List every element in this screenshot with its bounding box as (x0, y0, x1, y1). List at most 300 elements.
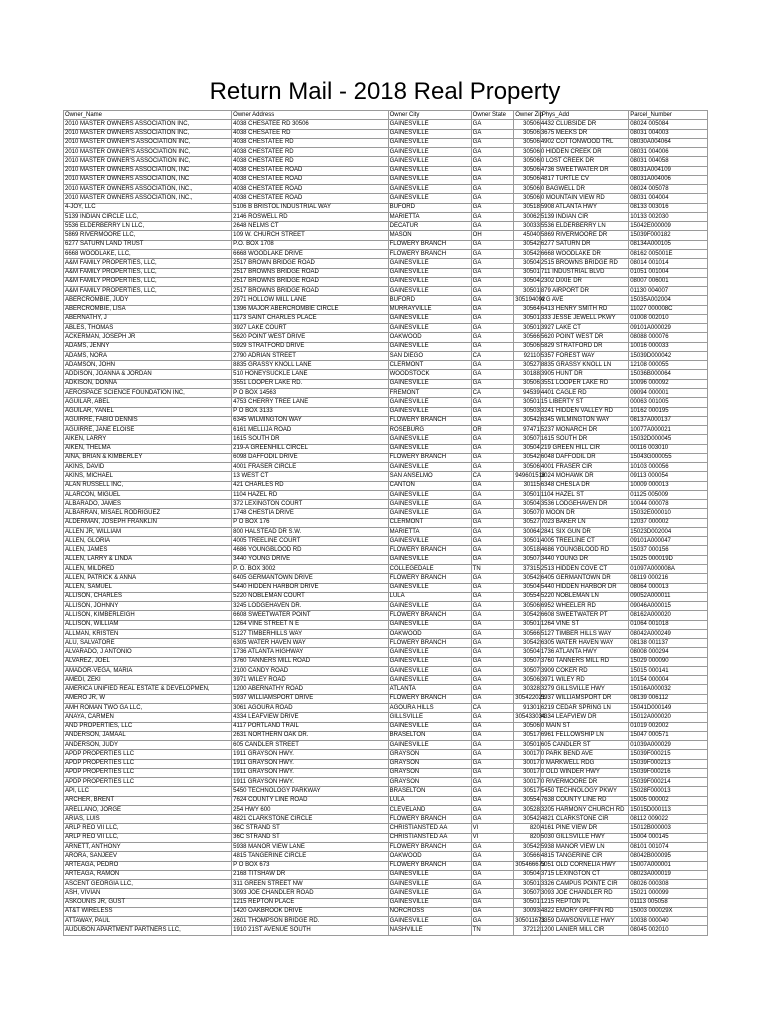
owner-city-cell: CLERMONT (388, 518, 471, 527)
owner-name-cell: 4-JOY, LLC (64, 203, 232, 212)
owner-zip-cell: 30542 (514, 574, 541, 583)
phys-add-cell: 1736 ATLANTA HWY (540, 648, 628, 657)
owner-zip-cell: 30527 (514, 361, 541, 370)
owner-zip-cell: 30566 (514, 852, 541, 861)
owner-city-cell: NORCROSS (388, 907, 471, 916)
owner-address-cell: 4038 CHESTATEE RD (232, 148, 388, 157)
owner-address-cell: P.O. BOX 1708 (232, 240, 388, 249)
owner-state-cell: GA (471, 500, 514, 509)
owner-zip-cell: 30506 (514, 138, 541, 147)
phys-add-cell: 5620 POINT WEST DR (540, 333, 628, 342)
owner-zip-cell: 30542 (514, 416, 541, 425)
owner-zip-cell: 305466673 (514, 861, 541, 870)
owner-state-cell: GA (471, 750, 514, 759)
table-row (64, 342, 708, 351)
parcel-number-cell: 10133 002030 (629, 212, 708, 221)
phys-add-cell: 5357 FOREST WAY (540, 351, 628, 360)
table-row (64, 259, 708, 268)
parcel-number-cell: 01019 002002 (629, 722, 708, 731)
phys-add-cell: 7638 COUNTY LINE RD (540, 796, 628, 805)
owner-name-cell: AMH ROMAN TWO GA LLC, (64, 704, 232, 713)
owner-city-cell: FLOWERY BRANCH (388, 453, 471, 462)
owner-name-cell: AIKEN, THELMA (64, 444, 232, 453)
owner-name-cell: AGUILAR, ABEL (64, 398, 232, 407)
owner-state-cell: GA (471, 333, 514, 342)
owner-state-cell: GA (471, 796, 514, 805)
phys-add-cell: 0 BAGWELL DR (540, 185, 628, 194)
parcel-number-cell: 15032E000010 (629, 509, 708, 518)
owner-name-cell: ARCHER, BRENT (64, 796, 232, 805)
owner-address-cell: 4001 FRASER CIRCLE (232, 463, 388, 472)
owner-zip-cell: 30506 (514, 194, 541, 203)
owner-name-cell: ALLEN, JAMES (64, 546, 232, 555)
owner-state-cell: CA (471, 704, 514, 713)
phys-add-cell: 6668 WOODLAKE DR (540, 249, 628, 258)
owner-name-cell: 2010 MASTER OWNERS ASSOCIATION, INC., (64, 185, 232, 194)
phys-add-cell: 711 INDUSTRIAL BLVD (540, 268, 628, 277)
owner-zip-cell: 30506 (514, 166, 541, 175)
owner-address-cell: 7624 COUNTY LINE ROAD (232, 796, 388, 805)
parcel-number-cell: 15003 000029X (629, 907, 708, 916)
owner-address-cell: 5440 HIDDEN HARBOR DRIVE (232, 583, 388, 592)
table-row (64, 435, 708, 444)
owner-address-cell: 36C STRAND ST (232, 833, 388, 842)
owner-name-cell: ABERCROMBIE, LISA (64, 305, 232, 314)
owner-name-cell: AMERO JR, W (64, 694, 232, 703)
parcel-number-cell: 01039A000029 (629, 741, 708, 750)
phys-add-cell: 1215 REPTON PL (540, 898, 628, 907)
owner-name-cell: AGUILAR, YANEL (64, 407, 232, 416)
owner-state-cell: GA (471, 277, 514, 286)
page-title: Return Mail - 2018 Real Property (209, 78, 561, 105)
owner-name-cell: AGUIRRE, FABIO DENNIS (64, 416, 232, 425)
parcel-number-cell: 15012B000003 (629, 824, 708, 833)
table-row (64, 249, 708, 258)
parcel-number-cell: 08024 005084 (629, 120, 708, 129)
owner-zip-cell: 820 (514, 824, 541, 833)
phys-add-cell: 3971 WILEY RD (540, 676, 628, 685)
table-row (64, 731, 708, 740)
owner-state-cell: GA (471, 768, 514, 777)
parcel-number-cell: 15043G000055 (629, 453, 708, 462)
parcel-number-cell: 15039F000214 (629, 778, 708, 787)
table-row (64, 463, 708, 472)
owner-city-cell: GAINESVILLE (388, 898, 471, 907)
owner-zip-cell: 30501 (514, 490, 541, 499)
owner-zip-cell: 94539 (514, 388, 541, 397)
parcel-number-cell: 08030A004064 (629, 138, 708, 147)
parcel-number-cell: 08026 000308 (629, 880, 708, 889)
owner-name-cell: ABERCROMBIE, JUDY (64, 296, 232, 305)
owner-name-cell: ARIAS, LUIS (64, 815, 232, 824)
phys-add-cell: 3024 MOHAWK DR (540, 472, 628, 481)
owner-address-cell: 4686 YOUNGBLOOD RD (232, 546, 388, 555)
table-row (64, 852, 708, 861)
owner-state-cell: TN (471, 926, 514, 935)
owner-zip-cell: 30506 (514, 129, 541, 138)
owner-name-cell: 2010 MASTER OWNERS ASSOCIATION INC, (64, 129, 232, 138)
parcel-number-cell: 01113 005058 (629, 898, 708, 907)
table-row (64, 833, 708, 842)
table-row (64, 787, 708, 796)
owner-address-cell: 4038 CHESTATEE RD (232, 138, 388, 147)
table-row (64, 639, 708, 648)
table-row (64, 222, 708, 231)
parcel-number-cell: 08137A000137 (629, 416, 708, 425)
owner-city-cell: MURRAYVILLE (388, 305, 471, 314)
owner-address-cell: 3927 LAKE COURT (232, 324, 388, 333)
owner-name-cell: AKINS, DAVID (64, 463, 232, 472)
parcel-number-cell: 12037 000002 (629, 518, 708, 527)
owner-address-cell: 6305 WATER HAVEN WAY (232, 639, 388, 648)
parcel-number-cell: 08007 006001 (629, 277, 708, 286)
owner-state-cell: GA (471, 416, 514, 425)
parcel-number-cell: 10096 000092 (629, 379, 708, 388)
column-header-owner-state: Owner State (471, 111, 514, 120)
column-header-owner-city: Owner City (388, 111, 471, 120)
owner-address-cell: 510 HONEYSUCKLE LANE (232, 370, 388, 379)
owner-address-cell: 6345 WILMINGTON WAY (232, 416, 388, 425)
table-row (64, 277, 708, 286)
owner-city-cell: GAINESVILLE (388, 917, 471, 926)
owner-address-cell: 800 HALSTEAD DR S.W. (232, 527, 388, 536)
owner-city-cell: BRASELTON (388, 787, 471, 796)
owner-city-cell: GAINESVILLE (388, 741, 471, 750)
owner-zip-cell: 97471 (514, 426, 541, 435)
table-row (64, 704, 708, 713)
owner-state-cell: GA (471, 166, 514, 175)
table-row (64, 138, 708, 147)
phys-add-cell: 6305 WATER HAVEN WAY (540, 639, 628, 648)
table-row (64, 120, 708, 129)
parcel-number-cell: 15042E000009 (629, 222, 708, 231)
phys-add-cell: 4815 TANGERINE CIR (540, 852, 628, 861)
owner-city-cell: GAINESVILLE (388, 537, 471, 546)
table-row (64, 518, 708, 527)
table-row (64, 305, 708, 314)
owner-zip-cell: 30506 (514, 602, 541, 611)
owner-state-cell: GA (471, 639, 514, 648)
owner-city-cell: CHRISTIANSTED AA (388, 824, 471, 833)
owner-zip-cell: 820 (514, 833, 541, 842)
table-row (64, 296, 708, 305)
phys-add-cell: 3440 YOUNG DR (540, 555, 628, 564)
owner-city-cell: FLOWERY BRANCH (388, 842, 471, 851)
owner-address-cell: 5929 STRATFORD DRIVE (232, 342, 388, 351)
parcel-number-cell: 15025 000019D (629, 555, 708, 564)
owner-address-cell: 2146 ROSWELL RD (232, 212, 388, 221)
owner-state-cell: GA (471, 157, 514, 166)
owner-zip-cell: 92110 (514, 351, 541, 360)
phys-add-cell: 3927 LAKE CT (540, 324, 628, 333)
phys-add-cell: 6413 HENRY SMITH RD (540, 305, 628, 314)
parcel-number-cell: 10162 000195 (629, 407, 708, 416)
phys-add-cell: 6219 CEDAR SPRING LN (540, 704, 628, 713)
owner-name-cell: AINA, BRIAN & KIMBERLEY (64, 453, 232, 462)
owner-address-cell: 3760 TANNERS MILL ROAD (232, 657, 388, 666)
table-row (64, 175, 708, 184)
owner-city-cell: GRAYSON (388, 759, 471, 768)
owner-address-cell: 6608 SWEETWATER POINT (232, 611, 388, 620)
owner-name-cell: 2010 MASTER OWNERS ASSOCIATION INC, (64, 120, 232, 129)
owner-address-cell: 5938 MANOR VIEW LANE (232, 842, 388, 851)
parcel-number-cell: 15012A000020 (629, 713, 708, 722)
parcel-number-cell: 01130 004007 (629, 287, 708, 296)
owner-address-cell: 2631 NORTHERN OAK DR. (232, 731, 388, 740)
owner-state-cell: GA (471, 555, 514, 564)
owner-address-cell: 1173 SAINT CHARLES PLACE (232, 314, 388, 323)
owner-address-cell: P O BOX 673 (232, 861, 388, 870)
owner-address-cell: P O BOX 3133 (232, 407, 388, 416)
owner-city-cell: GAINESVILLE (388, 722, 471, 731)
phys-add-cell: 3536 LODGEHAVEN DR (540, 500, 628, 509)
owner-city-cell: ROSEBURG (388, 426, 471, 435)
owner-city-cell: GAINESVILLE (388, 138, 471, 147)
owner-name-cell: 2010 MASTER OWNER'S ASSOCIATION INC, (64, 138, 232, 147)
owner-name-cell: ADAMSON, JOHN (64, 361, 232, 370)
table-row (64, 898, 708, 907)
owner-name-cell: ASCENT GEORGIA LLC, (64, 880, 232, 889)
owner-name-cell: ABERNATHY, J (64, 314, 232, 323)
phys-add-cell: 6348 CHESLA DR (540, 481, 628, 490)
owner-city-cell: COLLEGEDALE (388, 565, 471, 574)
parcel-number-cell: 15039F000213 (629, 759, 708, 768)
owner-state-cell: GA (471, 407, 514, 416)
parcel-number-cell: 15035A002004 (629, 296, 708, 305)
owner-city-cell: FLOWERY BRANCH (388, 240, 471, 249)
parcel-number-cell: 09052A000011 (629, 592, 708, 601)
owner-state-cell: GA (471, 249, 514, 258)
table-row (64, 546, 708, 555)
owner-zip-cell: 30501 (514, 880, 541, 889)
owner-name-cell: APDP PROPERTIES LLC (64, 778, 232, 787)
table-row (64, 842, 708, 851)
owner-name-cell: ABLES, THOMAS (64, 324, 232, 333)
phys-add-cell: 0 RIVERMOORE DR (540, 778, 628, 787)
owner-zip-cell: 30507 (514, 889, 541, 898)
parcel-number-cell: 08031 004004 (629, 194, 708, 203)
owner-zip-cell: 30542 (514, 453, 541, 462)
owner-zip-cell: 30506 (514, 342, 541, 351)
owner-name-cell: ALDERMAN, JOSEPH FRANKLIN (64, 518, 232, 527)
owner-name-cell: ADAMS, JENNY (64, 342, 232, 351)
owner-name-cell: ARNETT, ANTHONY (64, 842, 232, 851)
owner-state-cell: GA (471, 592, 514, 601)
owner-state-cell: GA (471, 398, 514, 407)
owner-zip-cell: 305194092 (514, 296, 541, 305)
parcel-number-cell: 15016A000032 (629, 685, 708, 694)
table-row (64, 750, 708, 759)
owner-city-cell: GAINESVILLE (388, 555, 471, 564)
owner-address-cell: 3440 YOUNG DRIVE (232, 555, 388, 564)
phys-add-cell: 4 G AVE (540, 296, 628, 305)
table-row (64, 815, 708, 824)
parcel-number-cell: 15021 000099 (629, 889, 708, 898)
table-row (64, 166, 708, 175)
table-row (64, 240, 708, 249)
table-row (64, 889, 708, 898)
table-row (64, 527, 708, 536)
owner-city-cell: GAINESVILLE (388, 175, 471, 184)
owner-name-cell: APDP PROPERTIES LLC (64, 768, 232, 777)
owner-city-cell: MASON (388, 231, 471, 240)
owner-state-cell: GA (471, 889, 514, 898)
owner-state-cell: TN (471, 565, 514, 574)
parcel-number-cell: 00116 003010 (629, 444, 708, 453)
owner-address-cell: 4038 CHESTATEE ROAD (232, 194, 388, 203)
owner-name-cell: 2010 MASTER OWNER'S ASSOCIATION INC, (64, 148, 232, 157)
table-row (64, 824, 708, 833)
table-row (64, 565, 708, 574)
owner-address-cell: 219-A GREENHILL CIRCEL (232, 444, 388, 453)
owner-city-cell: FREMONT (388, 388, 471, 397)
parcel-number-cell: 15039F000182 (629, 231, 708, 240)
parcel-number-cell: 01125 005009 (629, 490, 708, 499)
owner-address-cell: 605 CANDLER STREET (232, 741, 388, 750)
owner-name-cell: AMEDI, ZEKI (64, 676, 232, 685)
owner-name-cell: 5869 RIVERMOORE LLC, (64, 231, 232, 240)
owner-address-cell: 1736 ATLANTA HIGHWAY (232, 648, 388, 657)
parcel-number-cell: 15037 000156 (629, 546, 708, 555)
owner-state-cell: GA (471, 194, 514, 203)
owner-state-cell: GA (471, 314, 514, 323)
owner-state-cell: GA (471, 787, 514, 796)
owner-state-cell: GA (471, 463, 514, 472)
owner-state-cell: GA (471, 574, 514, 583)
phys-add-cell: 4736 SWEETWATER DR (540, 166, 628, 175)
owner-zip-cell: 30566 (514, 629, 541, 638)
owner-state-cell: GA (471, 203, 514, 212)
table-row (64, 741, 708, 750)
owner-state-cell: GA (471, 175, 514, 184)
owner-state-cell: GA (471, 741, 514, 750)
parcel-number-cell: 10016 000033 (629, 342, 708, 351)
owner-zip-cell: 30501 (514, 537, 541, 546)
phys-add-cell: 0 MOON DR (540, 509, 628, 518)
owner-state-cell: GA (471, 212, 514, 221)
parcel-number-cell: 15007A000001 (629, 861, 708, 870)
owner-city-cell: GAINESVILLE (388, 148, 471, 157)
phys-add-cell: 0 HIDDEN CREEK DR (540, 148, 628, 157)
owner-zip-cell: 30506 (514, 175, 541, 184)
owner-city-cell: GAINESVILLE (388, 870, 471, 879)
owner-address-cell: 2648 NELMS CT (232, 222, 388, 231)
owner-address-cell: 13 WEST CT (232, 472, 388, 481)
table-row (64, 490, 708, 499)
table-row (64, 212, 708, 221)
phys-add-cell: 1200 LANIER MILL CIR (540, 926, 628, 935)
owner-city-cell: GAINESVILLE (388, 657, 471, 666)
owner-name-cell: ALLISON, KIMBERLEIGH (64, 611, 232, 620)
owner-city-cell: OAKWOOD (388, 629, 471, 638)
phys-add-cell: 3326 CAMPUS POINTE CIR (540, 880, 628, 889)
owner-zip-cell: 30504 (514, 277, 541, 286)
phys-add-cell: 4821 CLARKSTONE CIR (540, 815, 628, 824)
column-header-owner-zip: Owner Zip (514, 111, 541, 120)
owner-address-cell: 2601 THOMPSON BRIDGE RD. (232, 917, 388, 926)
owner-name-cell: ADDISON, JOANNA & JORDAN (64, 370, 232, 379)
phys-add-cell: 4005 TREELINE CT (540, 537, 628, 546)
table-row (64, 388, 708, 397)
owner-address-cell: 3245 LODGEHAVEN DR. (232, 602, 388, 611)
phys-add-cell: 0 PARK BEND AVE (540, 750, 628, 759)
owner-city-cell: LULA (388, 796, 471, 805)
owner-name-cell: ARORA, SANJEEV (64, 852, 232, 861)
owner-state-cell: GA (471, 880, 514, 889)
owner-state-cell: GA (471, 435, 514, 444)
owner-zip-cell: 30017 (514, 750, 541, 759)
owner-city-cell: GAINESVILLE (388, 648, 471, 657)
owner-city-cell: GRAYSON (388, 750, 471, 759)
table-row (64, 481, 708, 490)
owner-state-cell: CA (471, 351, 514, 360)
owner-city-cell: DECATUR (388, 222, 471, 231)
owner-name-cell: 2010 MASTER OWNER'S ASSOCIATION INC, (64, 157, 232, 166)
phys-add-cell: 2515 BROWNS BRIDGE RD (540, 259, 628, 268)
owner-zip-cell: 30542 (514, 639, 541, 648)
owner-zip-cell: 30501 (514, 324, 541, 333)
parcel-number-cell: 08045 002010 (629, 926, 708, 935)
owner-zip-cell: 30501 (514, 398, 541, 407)
parcel-number-cell: 08014 001014 (629, 259, 708, 268)
owner-city-cell: LULA (388, 592, 471, 601)
owner-zip-cell: 30506 (514, 379, 541, 388)
parcel-number-cell: 11027 000008C (629, 305, 708, 314)
phys-add-cell: 0 MOUNTAIN VIEW RD (540, 194, 628, 203)
owner-zip-cell: 30542 (514, 815, 541, 824)
owner-address-cell: 1420 OAKBROOK DRIVE (232, 907, 388, 916)
return-mail-table (63, 110, 708, 936)
table-row (64, 805, 708, 814)
owner-zip-cell: 30501 (514, 898, 541, 907)
phys-add-cell: 6345 WILMINGTON WAY (540, 416, 628, 425)
owner-city-cell: GAINESVILLE (388, 500, 471, 509)
owner-state-cell: GA (471, 138, 514, 147)
owner-name-cell: ANDERSON, JUDY (64, 741, 232, 750)
owner-name-cell: APDP PROPERTIES LLC (64, 759, 232, 768)
owner-name-cell: ASH, VIVIAN (64, 889, 232, 898)
owner-address-cell: 311 GREEN STREET NW (232, 880, 388, 889)
owner-name-cell: AIKEN, LARRY (64, 435, 232, 444)
parcel-number-cell: 10044 000078 (629, 500, 708, 509)
owner-name-cell: ALLISON, CHARLES (64, 592, 232, 601)
owner-name-cell: AMADOR-VEGA, MARIA (64, 666, 232, 675)
return-mail-table-container (63, 110, 708, 936)
owner-state-cell: GA (471, 222, 514, 231)
phys-add-cell: 5938 MANOR VIEW LN (540, 842, 628, 851)
owner-city-cell: GAINESVILLE (388, 268, 471, 277)
parcel-number-cell: 08042A000249 (629, 629, 708, 638)
owner-state-cell: GA (471, 453, 514, 462)
parcel-number-cell: 10154 000004 (629, 676, 708, 685)
owner-address-cell: 3093 JOE CHANDLER ROAD (232, 889, 388, 898)
parcel-number-cell: 09113 000054 (629, 472, 708, 481)
owner-address-cell: 4005 TREELINE COURT (232, 537, 388, 546)
owner-city-cell: GAINESVILLE (388, 435, 471, 444)
table-row (64, 268, 708, 277)
parcel-number-cell: 08119 000216 (629, 574, 708, 583)
column-header-owner-name: Owner_Name (64, 111, 232, 120)
owner-zip-cell: 30093 (514, 907, 541, 916)
parcel-number-cell: 15028F000013 (629, 787, 708, 796)
parcel-number-cell: 08024 005078 (629, 185, 708, 194)
owner-state-cell: GA (471, 611, 514, 620)
owner-address-cell: 5450 TECHNOLOGY PARKWAY (232, 787, 388, 796)
owner-state-cell: GA (471, 296, 514, 305)
owner-zip-cell: 30566 (514, 333, 541, 342)
phys-add-cell: 6961 FELLOWSHIP LN (540, 731, 628, 740)
phys-add-cell: 3715 LEXINGTON CT (540, 870, 628, 879)
